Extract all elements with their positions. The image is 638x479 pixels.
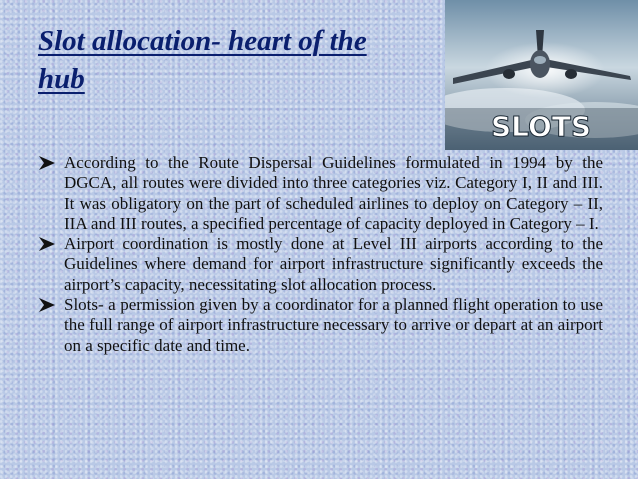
list-item [38,234,603,295]
slide-title: Slot allocation- heart of the hub [38,25,367,95]
bullet-list [38,153,603,356]
list-item [38,153,603,234]
arrow-bullet-icon [38,297,56,313]
list-item [38,295,603,356]
airplane-icon [445,0,638,150]
arrow-bullet-icon [38,236,56,252]
bullet-text: Slots- a permission given by a coordinator for a planned flight operation to use the full range of airport infrastructure necessary to arrive or depart at an airport on a specific date and time. [64,295,603,355]
arrow-bullet-icon [38,155,56,171]
bullet-text: According to the Route Dispersal Guidelines formulated in 1994 by the DGCA, all routes were divided into three categories viz. Category I, II and III. It was obligatory on the part of scheduled airlines to deploy on Category – II, IIA and III routes, a specified percentage of capacity deployed in Category – I. [64,153,603,233]
slots-caption: SLOTS [490,110,592,143]
bullet-text: Airport coordination is mostly done at Level III airports according to the Guidelines where demand for airport infrastructure significantly exceeds the airport’s capacity, necessitating slot allocation process. [64,234,603,294]
slots-photo [445,0,638,150]
